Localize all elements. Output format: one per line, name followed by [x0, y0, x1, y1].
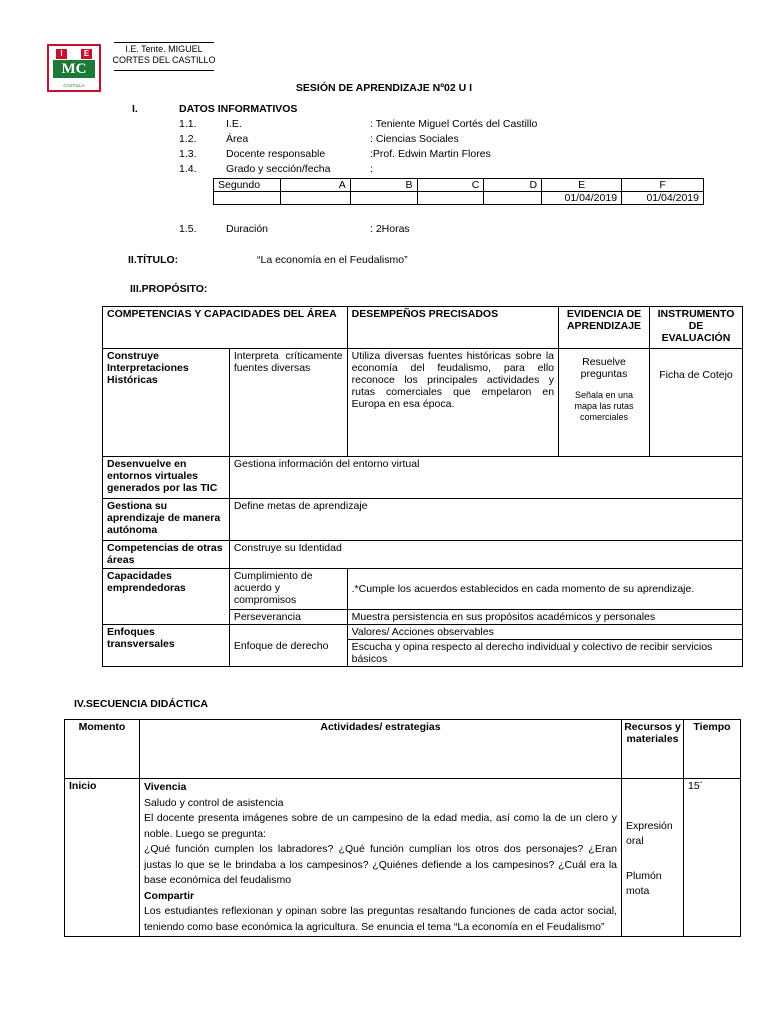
section2-heading: II.TÍTULO: [128, 254, 179, 266]
school-name [112, 44, 216, 66]
info-value-3: :Prof. Edwin Martin Flores [370, 148, 491, 160]
col-competences: COMPETENCIAS Y CAPACIDADES DEL ÁREA [103, 307, 348, 349]
col-resources: Recursos y materiales [622, 720, 684, 779]
evidence-main: Resuelve preguntas [580, 356, 628, 380]
logo-initials: MC [53, 60, 95, 78]
logo-caption: CASTILLA [63, 83, 85, 88]
sequence-header-row [65, 720, 741, 779]
entrepreneur-val-1: .*Cumple los acuerdos establecidos en cada momento de su aprendizaje. [347, 569, 742, 610]
transversal-val-2: Escucha y opina respecto al derecho individual y colectivo de recibir servicios básicos [347, 640, 742, 667]
school-top-rule [114, 42, 214, 43]
grade-cell-b: B [350, 179, 417, 192]
evidence-cell [559, 349, 650, 457]
info-label-4: Grado y sección/fecha [226, 163, 331, 175]
row-label: Competencias de otras áreas [103, 541, 230, 569]
col-performances: DESEMPEÑOS PRECISADOS [347, 307, 558, 349]
entrepreneur-cap-2: Perseverancia [229, 610, 347, 625]
sequence-table [64, 719, 741, 937]
col-evidence: EVIDENCIA DE APRENDIZAJE [559, 307, 650, 349]
row-value: Gestiona información del entorno virtual [229, 457, 742, 499]
resource-1: Expresión oral [626, 820, 673, 847]
transversal-row-1 [103, 625, 743, 640]
purpose-row [103, 499, 743, 541]
stage-compartir: Compartir [143, 889, 195, 902]
resources-cell [622, 779, 684, 937]
grade-date-row [214, 192, 704, 205]
grade-date-cell [350, 192, 417, 205]
info-label-2: Área [226, 133, 249, 145]
info-label-3: Docente responsable [226, 148, 326, 160]
grade-date-cell [280, 192, 350, 205]
performance-cell: Utiliza diversas fuentes históricas sobre la economía del feudalismo, para ello reconoce los principales actividades y rutas comerciales que empelaron en Europa en esa época. [347, 349, 558, 457]
transversal-label: Enfoques transversales [103, 625, 230, 667]
grade-header-row [214, 179, 704, 192]
transversal-approach: Enfoque de derecho [229, 625, 347, 667]
grade-cell-e: E [542, 179, 622, 192]
col-instrument: INSTRUMENTO DE EVALUACIÓN [649, 307, 742, 349]
school-name-line2: CORTES DEL CASTILLO [112, 55, 216, 65]
info-label-1: I.E. [226, 118, 242, 130]
purpose-row [103, 457, 743, 499]
transversal-val-1: Valores/ Acciones observables [347, 625, 742, 640]
logo-right-letter: E [81, 49, 92, 59]
purpose-row [103, 541, 743, 569]
activity-p2: El docente presenta imágenes sobre de un campesino de la edad media, así como la de un clero y noble. Luego se pregunta: [143, 812, 618, 840]
info-value-5: : 2Horas [370, 223, 410, 235]
row-label: Gestiona su aprendizaje de manera autónoma [103, 499, 230, 541]
info-num-2: 1.2. [179, 133, 197, 145]
sequence-row-start [65, 779, 741, 937]
info-value-1: : Teniente Miguel Cortés del Castillo [370, 118, 538, 130]
grade-date-cell [484, 192, 542, 205]
entrepreneur-val-2: Muestra persistencia en sus propósitos académicos y personales [347, 610, 742, 625]
moment-cell: Inicio [65, 779, 140, 937]
school-bottom-rule [114, 70, 214, 71]
stage-vivencia: Vivencia [143, 781, 187, 793]
evidence-sub: Señala en una mapa las rutas comerciales [574, 390, 634, 422]
entrepreneur-label: Capacidades emprendedoras [103, 569, 230, 625]
activity-p4: Los estudiantes reflexionan y opinan sobre las preguntas resaltando funciones de cada actor social, teniendo como base económica la agricultura. Se enuncia el tema “La economía en el Feudalismo” [143, 905, 618, 933]
info-num-5: 1.5. [179, 223, 197, 235]
entrepreneur-cap-1: Cumplimiento de acuerdo y compromisos [229, 569, 347, 610]
grade-cell-f: F [622, 179, 704, 192]
grade-date-cell [214, 192, 281, 205]
purpose-header-row [103, 307, 743, 349]
grade-cell-a: A [280, 179, 350, 192]
col-activities: Actividades/ estrategias [139, 720, 621, 779]
info-num-4: 1.4. [179, 163, 197, 175]
grade-date-e: 01/04/2019 [542, 192, 622, 205]
row-label: Desenvuelve en entornos virtuales generados por las TIC [103, 457, 230, 499]
time-cell: 15´ [684, 779, 741, 937]
activities-cell [139, 779, 621, 937]
page-title: SESIÓN DE APRENDIZAJE Nº02 U I [295, 82, 473, 94]
capacity-cell: Interpreta críticamente fuentes diversas [229, 349, 347, 457]
logo-left-letter: I [56, 49, 67, 59]
resource-2: Plumón mota [626, 870, 662, 897]
grade-cell-label: Segundo [214, 179, 281, 192]
grade-date-cell [417, 192, 484, 205]
col-moment: Momento [65, 720, 140, 779]
school-name-line1: I.E. Tente. MIGUEL [125, 44, 203, 54]
row-value: Define metas de aprendizaje [229, 499, 742, 541]
grade-date-f: 01/04/2019 [622, 192, 704, 205]
info-num-1: 1.1. [179, 118, 197, 130]
activity-p3: ¿Qué función cumplen los labradores? ¿Qué función cumplían los otros dos personajes? ¿Eran justas lo que se le brindaba a los campesinos? ¿Quiénes defiende a los campesinos? ¿Cuál era la base económica del feudalismo [143, 843, 618, 886]
info-value-2: : Ciencias Sociales [370, 133, 459, 145]
grade-table [213, 178, 704, 205]
instrument-cell: Ficha de Cotejo [649, 349, 742, 457]
entrepreneur-row-1 [103, 569, 743, 610]
purpose-main-row [103, 349, 743, 457]
grade-cell-d: D [484, 179, 542, 192]
col-time: Tiempo [684, 720, 741, 779]
activity-p1: Saludo y control de asistencia [143, 796, 284, 809]
section1-heading: DATOS INFORMATIVOS [179, 103, 298, 115]
section1-numeral: I. [132, 103, 138, 115]
section3-heading: III.PROPÓSITO: [130, 283, 208, 295]
info-value-4: : [370, 163, 373, 175]
info-label-5: Duración [226, 223, 269, 235]
lesson-title: “La economía en el Feudalismo” [257, 254, 408, 266]
row-value: Construye su Identidad [229, 541, 742, 569]
grade-cell-c: C [417, 179, 484, 192]
section4-heading: IV.SECUENCIA DIDÁCTICA [74, 698, 208, 710]
purpose-table [102, 306, 743, 667]
competence-cell: Construye Interpretaciones Históricas [103, 349, 230, 457]
info-num-3: 1.3. [179, 148, 197, 160]
